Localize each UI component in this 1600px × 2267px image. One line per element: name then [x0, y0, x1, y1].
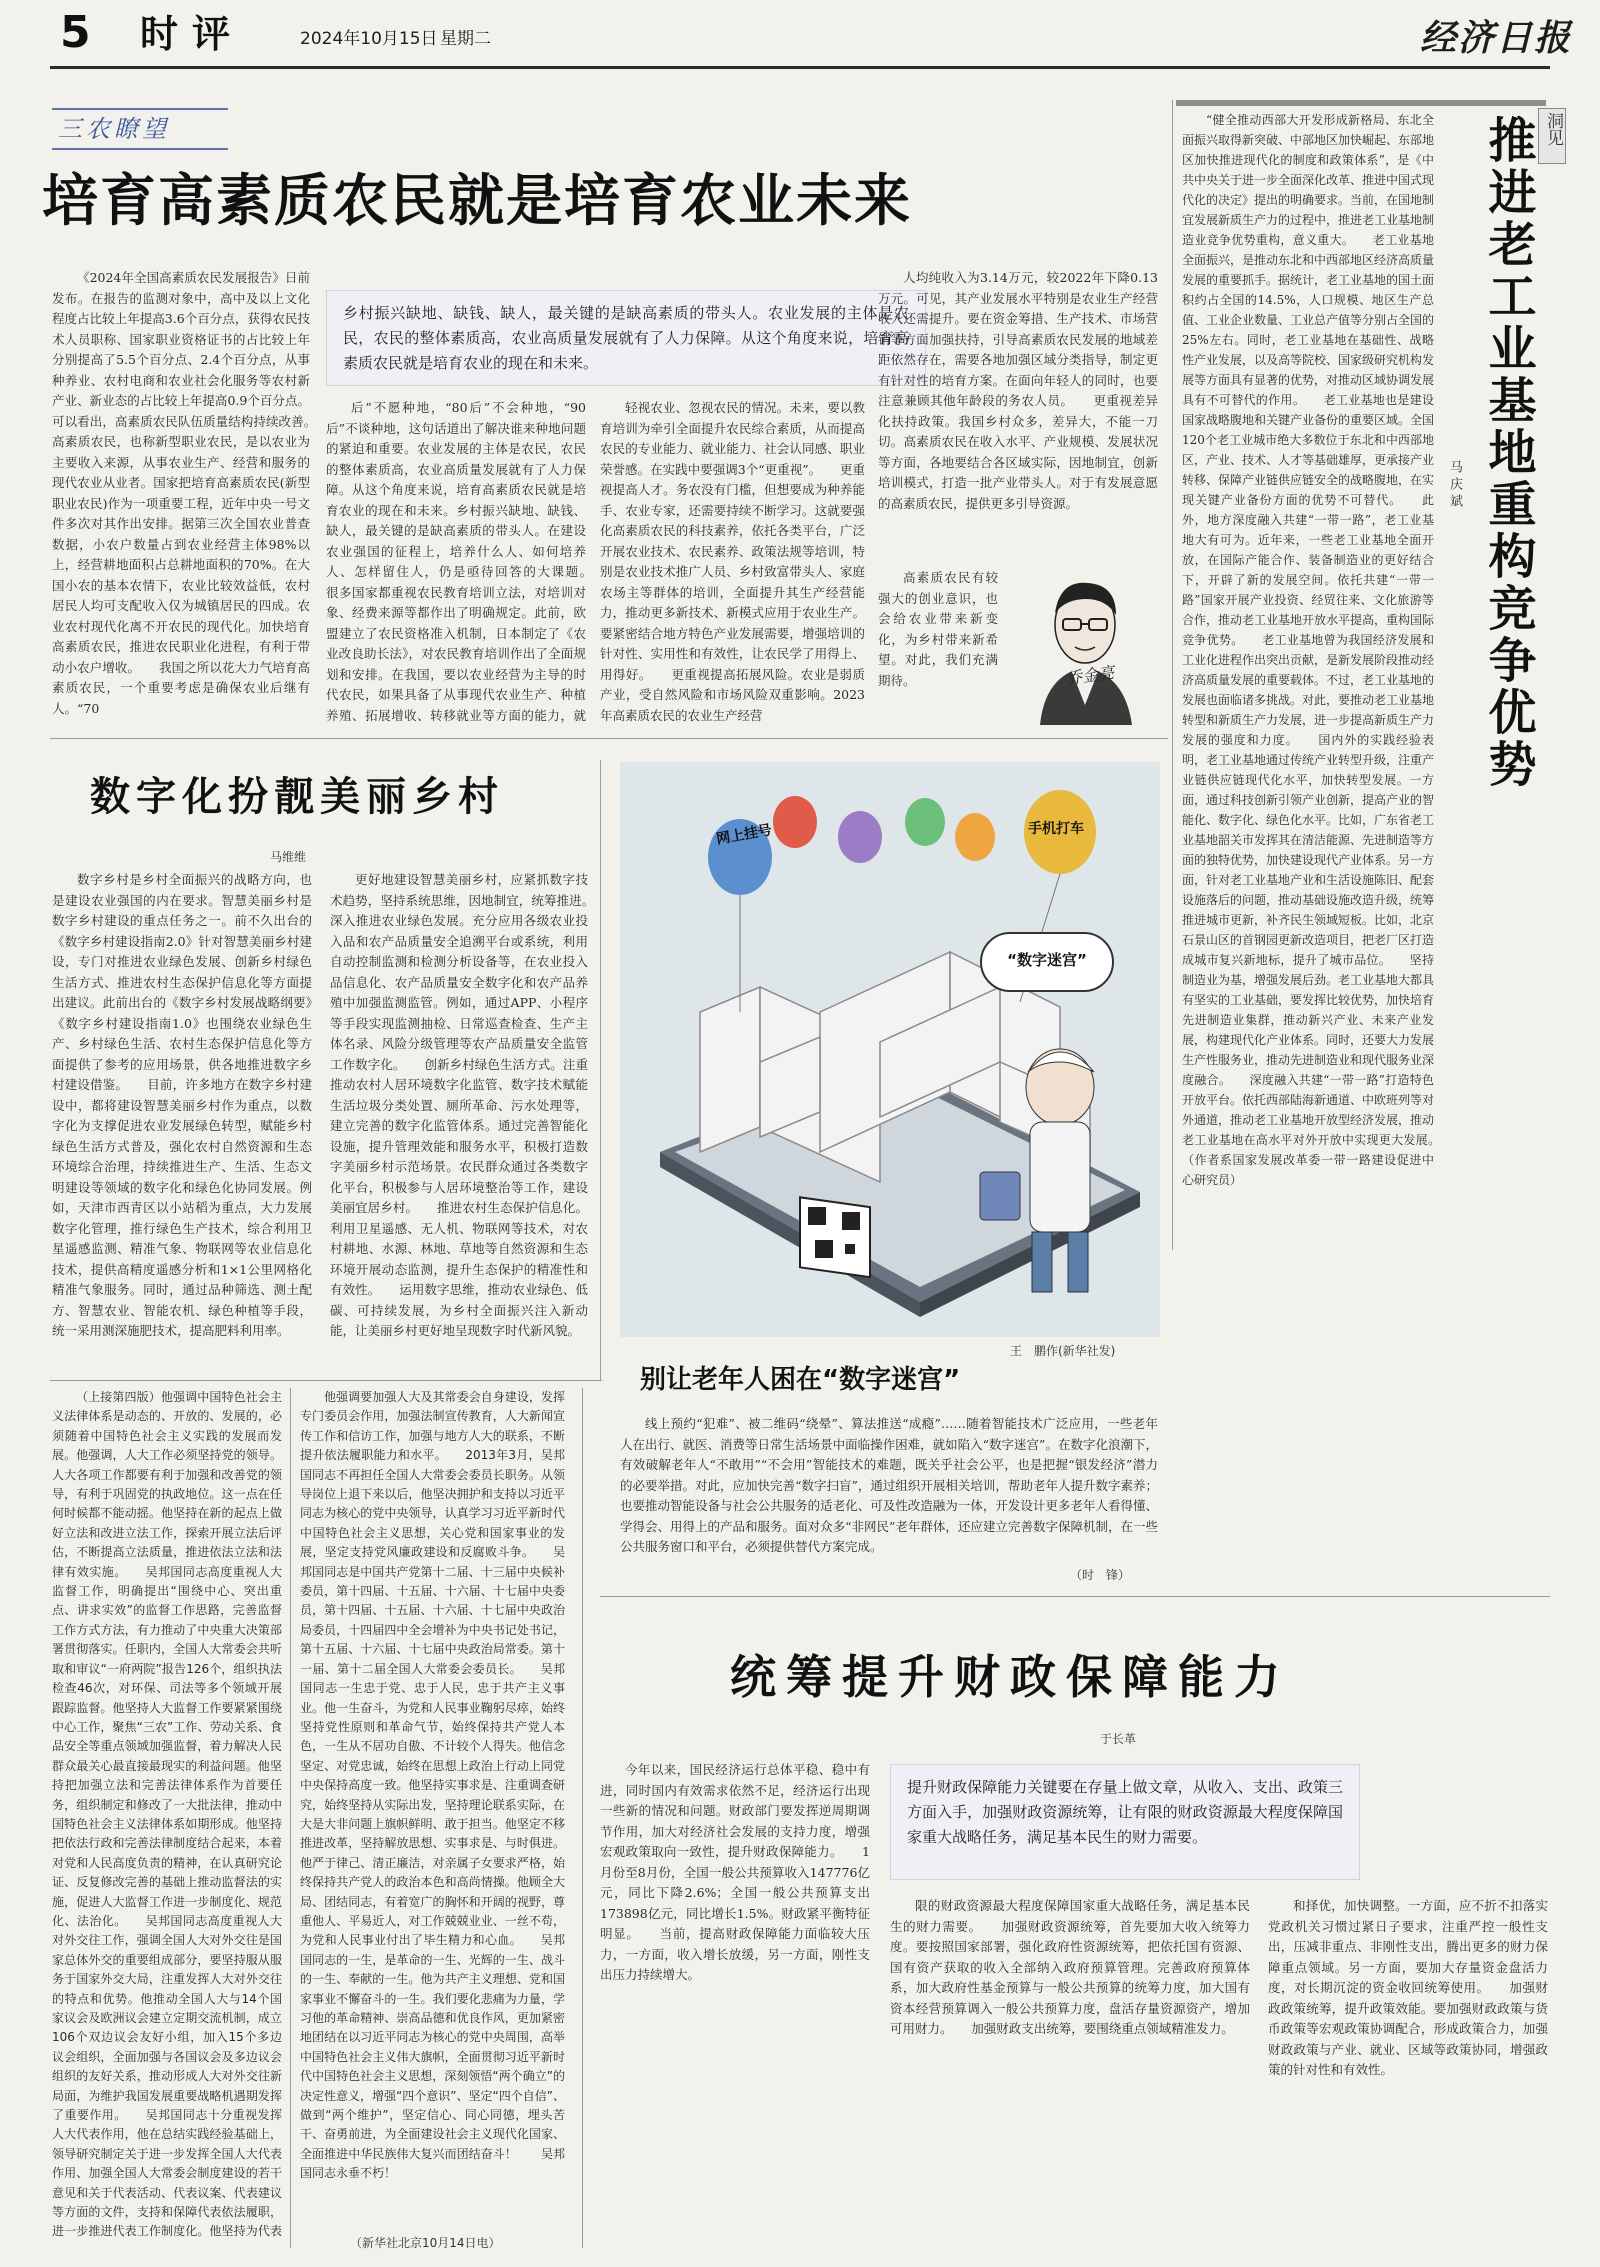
article2-col1-text: 数字乡村是乡村全面振兴的战略方向，也是建设农业强国的内在要求。智慧美丽乡村是数字乡村建设的重点任务之一。前不久出台的《数字乡村建设指南2.0》针对智慧美丽乡村建设，专门对推进农业绿色发展、创新乡村绿色生活方式、推进农村生态保护信息化等方面提出建议。此前出台的《数字乡村发展战略纲要》《数字乡村建设指南1.0》也围绕农业绿色生产、乡村绿色生活、农村生态保护信息化等方面提供了参考的应用场景，供各地推进数字乡村建设借鉴。 目前，许多地方在数字乡村建设中，都将建设智慧美丽乡村作为重点，以数字化为支撑促进农业发展绿色转型，赋能乡村绿色生活方式普及，强化农村自然资源和生态环境综合治理，持续推进生产、生活、生态文明建设等领域的数字化和绿色化协同发展。例如，天津市西青区以小站稻为重点，大力发展数字化管理，推行绿色生产技术，综合利用卫星遥感监测、精准气象、物联网等农业信息化技术，提供高精度遥感分析和1×1公里网格化精准气象服务。同时，通过品种筛选、测土配方、智慧农业、智能农机、绿色种植等手段，统一采用测深施肥技术，提高肥料利用率。 [52, 872, 312, 1338]
paper-name: 经济日报 [1420, 17, 1573, 59]
article3-col1 [52, 1388, 282, 2243]
article2-col2 [330, 870, 588, 1370]
article1-col4-text: 人均纯收入为3.14万元，较2022年下降0.13万元。可见，其产业发展水平特别是农业生产经营收入还需提升。要在资金筹措、生产技术、市场营销等方面加强扶持，引导高素质农民发展的地域差距依然存在，需要各地加强区域分类指导，制定更有针对性的培育方案。在面向年轻人的同时，也要注意兼顾其他年龄段的务农人员。 更重视差异化扶持政策。我国乡村众多，差异大，不能一刀切。高素质农民在收入水平、产业规模、发展状况等方面，各地要结合各区域实际，因地制宜，创新培训模式，打造一批产业带头人。对于有发展意愿的高素质农民，提供更多引导资源。 [878, 270, 1158, 511]
article5-col3 [1268, 1896, 1548, 2250]
article2-author: 马维维 [270, 850, 307, 864]
column-tag [52, 108, 228, 150]
article1-col1 [52, 268, 310, 723]
article3-dateline: （新华社北京10月14日电） [350, 2236, 501, 2250]
section-name: 时评 [140, 12, 245, 56]
article1-title: 培育高素质农民就是培育农业未来 [42, 169, 912, 234]
cartoon-body-text: 线上预约“犯难”、被二维码“绕晕”、算法推送“成瘾”……随着智能技术广泛应用，一些老年人在出行、就医、消费等日常生活场景中面临操作困难，就如陷入“数字迷宫”。在数字化浪潮下，有效破解老年人“不敢用”“不会用”智能技术的难题，既关乎社会公平，也是把握“银发经济”潜力的必要举措。对此，应加快完善“数字扫盲”，通过组织开展相关培训，帮助老年人提升数字素养；也要推动智能设备与社会公共服务的适老化、可及性改造融为一体，开发设计更多老年人看得懂、学得会、用得上的产品和服务。面对众多“非网民”老年群体，还应建立完善数字保障机制，在一些公共服务窗口和平台，必须提供替代方案完成。 [620, 1416, 1158, 1554]
article4-body-text: “健全推动西部大开发形成新格局、东北全面振兴取得新突破、中部地区加快崛起、东部地区加快推进现代化的制度和政策体系”，是《中共中央关于进一步全面深化改革、推进中国式现代化的决定》提出的明确要求。当前，在国地制宜发展新质生产力的过程中，推进老工业基地制造业竞争优势重构，意义重大。 老工业基地全面振兴，是推动东北和中西部地区经济高质量发展的重要抓手。据统计，老工业基地的国土面积约占全国的14.5%，人口规模、地区生产总值、工业企业数量、工业总产值等分别占全国的25%左右。同时，老工业基地在基础性、战略性产业发展，以及高等院校、国家级研究机构发展等方面具有显著的优势，对推动区域协调发展具有不可替代的作用。 老工业基地也是建设国家战略腹地和关键产业备份的重要区域。全国120个老工业城市绝大多数位于东北和中西部地区，产业、技术、人才等基础雄厚，更承接产业转移、保障产业链供应链安全的战略腹地，在实现关键产业备份方面的优势不可替代。 此外，地方深度融入共建“一带一路”，老工业基地大有可为。近年来，一些老工业基地全面开放，在国际产能合作、装备制造业的更好结合下，开辟了新的发展空间。依托共建“一带一路”国家开展产业投资、经贸往来、文化旅游等合作，推动老工业基地开放水平提高，重构国际竞争优势。 老工业基地曾为我国经济发展和工业化进程作出突出贡献，是新发展阶段推动经济高质量发展的重要载体。不过，老工业基地的发展也面临诸多挑战。对此，要推动老工业基地转型和新质生产力发展，进一步提高新质生产力发展的强度和力度。 国内外的实践经验表明，老工业基地通过传统产业转型升级，注重产业链供应链现代化水平，加快转型发展。一方面，通过科技创新引领产业创新，提高产业的智能化、数字化、绿色化水平。比如，广东省老工业基地韶关市发挥其在清洁能源、先进制造等方面的独特优势，加快建设现代产业体系。另一方面，针对老工业基地产业和生活设施陈旧、配套设施落后的问题，推动基础设施改造升级，统筹推进城市更新，补齐民生领域短板。比如，北京石景山区的首钢园更新改造项目，把老厂区打造成城市复兴新地标，提升了城市品位。 坚持制造业为基，增强发展后劲。老工业基地大都具有坚实的工业基础，要发挥比较优势，加快培育先进制造业集群，推动新兴产业、未来产业发展，构建现代化产业体系。同时，还要大力发展生产性服务业，推动先进制造业和现代服务业深度融合。 深度融入共建“一带一路”打造特色开放平台。依托西部陆海新通道、中欧班列等对外通道，推动老工业基地开放型经济发展，推动老工业基地在高水平对外开放中实现更大发展。 （作者系国家发展改革委一带一路建设促进中心研究员） [1182, 113, 1434, 1187]
sign-online-booking-label: 网上挂号 [715, 822, 774, 848]
article3-right-divider [582, 1388, 583, 2248]
portrait-signature: 乔金亮 [1065, 662, 1116, 689]
dongjian-tag [1538, 108, 1566, 164]
article3-divider [290, 1388, 291, 2248]
article1-col5 [878, 568, 998, 723]
divider-1 [50, 738, 1168, 739]
article4-title: 推进老工业基地重构竞争优势 [1480, 115, 1536, 791]
page-number: 5 [60, 7, 91, 58]
portrait-sketch-icon [1010, 555, 1160, 725]
article5-title: 统筹提升财政保障能力 [730, 1650, 1290, 1704]
cartoon-body [620, 1414, 1158, 1580]
article5-col1-text: 今年以来，国民经济运行总体平稳、稳中有进，同时国内有效需求依然不足，经济运行出现一些新的情况和问题。财政部门要发挥逆周期调节作用，加大对经济社会发展的支持力度，增强宏观政策取向一致性，提升财政保障能力。 1月份至8月份，全国一般公共预算收入147776亿元，同比下降2.6%；全国一般公共预算支出173898亿元，同比增长1.5%。财政紧平衡特征明显。 当前，提高财政保障能力面临较大压力，一方面，收入增长放缓，另一方面，刚性支出压力持续增大。 [600, 1762, 870, 1982]
article5-summary: 提升财政保障能力关键要在存量上做文章，从收入、支出、政策三方面入手，加强财政资源统筹，让有限的财政资源最大程度保障国家重大战略任务，满足基本民生的财力需要。 [890, 1764, 1360, 1880]
cartoon-maze-bubble [980, 932, 1114, 992]
article3-col2-text: 他强调要加强人大及其常委会自身建设，发挥专门委员会作用，加强法制宣传教育，人大新闻宣传工作和信访工作，加强与地方人大的联系，不断提升依法履职能力和水平。 2013年3月，吴邦国同志不再担任全国人大常委会委员长职务。从领导岗位上退下来以后，他坚决拥护和支持以习近平同志为核心的党中央领导，认真学习习近平新时代中国特色社会主义思想，关心党和国家事业的发展，坚定支持党风廉政建设和反腐败斗争。 吴邦国同志是中国共产党第十二届、十三届中央候补委员，第十四届、十五届、十六届、十七届中央委员，第十四届、十五届、十六届、十七届中央政治局委员，十四届四中全会增补为中央书记处书记，第十五届、十六届、十七届中央政治局常委。第十一届、第十二届全国人大常委会委员长。 吴邦国同志一生忠于党、忠于人民，忠于共产主义事业。他一生奋斗，为党和人民事业鞠躬尽瘁，始终坚持党性原则和革命气节，始终保持共产党人本色，一生从不居功自傲、不计较个人得失。他信念坚定、对党忠诚，始终在思想上政治上行动上同党中央保持高度一致。他坚持实事求是、注重调查研究，始终坚持从实际出发，坚持理论联系实际，在大是大非问题上旗帜鲜明、敢于担当。他坚定不移推进改革，坚持解放思想、实事求是、与时俱进。他严于律己、清正廉洁，对亲属子女要求严格，始终保持共产党人的政治本色和高尚情操。他顾全大局、团结同志，有着宽广的胸怀和开阔的视野，尊重他人、平易近人，对工作兢兢业业、一丝不苟，为党和人民事业付出了毕生精力和心血。 吴邦国同志的一生，是革命的一生、光辉的一生、战斗的一生、奉献的一生。他为共产主义理想、党和国家事业不懈奋斗的一生。我们要化悲痛为力量，学习他的革命精神、崇高品德和优良作风，更加紧密地团结在以习近平同志为核心的党中央周围，高举中国特色社会主义伟大旗帜，全面贯彻习近平新时代中国特色社会主义思想，深刻领悟“两个确立”的决定性意义，增强“四个意识”、坚定“四个自信”、做到“两个维护”，坚定信心、同心同德，埋头苦干、奋勇前进，为全面建设社会主义现代化国家、全面推进中华民族伟大复兴而团结奋斗！ 吴邦国同志永垂不朽！ [300, 1390, 565, 2181]
qr-code-icon [800, 1197, 870, 1277]
masthead-rule [50, 66, 1550, 69]
article1-col4 [878, 268, 1158, 558]
right-column-divider [1172, 100, 1173, 1250]
article1-col3 [600, 398, 865, 723]
issue-date: 2024年10月15日 [300, 29, 438, 49]
article5-author: 于长革 [1100, 1732, 1137, 1746]
sign-taxi-label: 手机打车 [1028, 821, 1084, 837]
article4-author: 马庆斌 [1447, 460, 1462, 511]
article5-col3-text: 和择优，加快调整。一方面，应不折不扣落实党政机关习惯过紧日子要求，注重严控一般性支出，压减非重点、非刚性支出，腾出更多的财力保障重点领域。另一方面，要加大存量资金盘活力度，对长期沉淀的资金收回统筹使用。 加强财政政策统筹，提升政策效能。要加强财政政策与货币政策等宏观政策协调配合，形成政策合力，加强财政政策与产业、就业、区域等政策协同，增强政策的针对性和有效性。 [1268, 1898, 1548, 2077]
article3-col1-text: （上接第四版）他强调中国特色社会主义法律体系是动态的、开放的、发展的，必须随着中国特色社会主义实践的发展而发展。他强调，人大工作必须坚持党的领导。人大各项工作都要有利于加强和改善党的领导，有利于巩固党的执政地位。这一点在任何时候都不能动摇。他坚持在新的起点上做好立法和改进立法工作，探索开展立法后评估，不断提高立法质量，推进依法立法和法律有效实施。 吴邦国同志高度重视人大监督工作，明确提出“围绕中心、突出重点、讲求实效”的监督工作思路，完善监督工作方式方法，有力推动了中央重大决策部署贯彻落实。任职内，全国人大常委会共听取和审议“一府两院”报告126个，组织执法检查46次，对环保、司法等多个领域开展跟踪监督。他坚持人大监督工作要紧紧围绕中心工作，聚焦“三农”工作、劳动关系、食品安全等重点领域加强监督，着力解决人民群众最关心最直接最现实的利益问题。他坚持把加强立法和完善法律体系作为首要任务，组织制定和修改了一大批法律，推动中国特色社会主义法律体系如期形成。他坚持把依法行政和完善法律制度结合起来，本着对党和人民高度负责的精神，在认真研究论证、反复修改完善的基础上推动监督法的实施，促进人大监督工作进一步制度化、规范化、法治化。 吴邦国同志高度重视人大对外交往工作，强调全国人大对外交往是国家总体外交的重要组成部分，要坚持服从服务于国家外交大局，注重发挥人大对外交往的特点和优势。他推动全国人大与14个国家议会及欧洲议会建立定期交流机制，成立106个双边议会友好小组，加入15个多边议会组织，全面加强与各国议会及多边议会组织的友好关系，推动形成人大对外交往新局面，为维护我国发展重要战略机遇期发挥了重要作用。 吴邦国同志十分重视发挥人大代表作用，他在总结实践经验基础上，领导研究制定关于进一步发挥全国人大代表作用、加强全国人大常委会制度建设的若干意见和关于代表活动、代表议案、代表建议等方面的文件，支持和保障代表依法履职，进一步推进代表工作制度化。他坚持为代表 [52, 1390, 282, 2239]
dongjian-tag-label: 洞见 [1543, 112, 1563, 146]
divider-2 [50, 1380, 602, 1381]
article1-col3-text: 轻视农业、忽视农民的情况。未来，要以教育培训为牵引全面提升农民综合素质，从而提高农民的专业能力、就业能力、社会认同感、职业荣誉感。在实践中要强调3个“更重视”。 更重视提高人才。务农没有门槛，但想要成为种养能手、农业专家，还需要持续不断学习。这就要强化高素质农民的科技素养，依托各类平台，广泛开展农业技术、农民素养、政策法规等培训，特别是农业技术推广人员、乡村致富带头人、家庭农场主等群体的培训，全面提升其生产经营能力，推动更多新技术、新模式应用于农业生产。要紧密结合地方特色产业发展需要，增强培训的针对性、实用性和有效性，让农民学了用得上、用得好。 更重视提高拓展风险。农业是弱质产业，受自然风险和市场风险双重影响。2023年高素质农民的农业生产经营 [600, 400, 865, 723]
article4-body [1182, 110, 1434, 1228]
article1-col5-text: 高素质农民有较强大的创业意识，也会给农业带来新变化，为乡村带来新希望。对此，我们充满期待。 [878, 570, 998, 688]
cartoon-sign-taxi [1028, 818, 1084, 838]
article2-divider [600, 760, 601, 1380]
article5-col2 [890, 1896, 1250, 2250]
cartoon-title: 别让老年人困在“数字迷宫” [640, 1365, 961, 1395]
divider-3 [600, 1596, 1550, 1597]
masthead [0, 0, 1600, 68]
article1-col1-text: 《2024年全国高素质农民发展报告》日前发布。在报告的监测对象中，高中及以上文化程度占比较上年提高3.6个百分点，获得农民技术人员职称、国家职业资格证书的占比较上年分别提高了5.5个百分点、2.4个百分点，从事种养业、农村电商和农业社会化服务等农村新产业、新业态的占比较上年提高0.9个百分点。可以看出，高素质农民队伍质量结构持续改善。 高素质农民，也称新型职业农民，是以农业为主要收入来源，从事农业生产、经营和服务的现代农业从业者。国家把培育高素质农民(新型职业农民)作为一项重要工程，近年中央一号文件多次对其作出安排。据第三次全国农业普查数据，小农户数量占到农业经营主体98%以上，经营耕地面积占总耕地面积的70%。在大国小农的基本农情下，农业比较效益低，农村居民人均可支配收入仅为城镇居民的四成。农业农村现代化离不开农民的现代化。加快培育高素质农民，推进农民职业化进程，有利于带动小农户增收。 我国之所以花大力气培育高素质农民，一个重要考虑是确保农业后继有人。“70 [52, 270, 310, 716]
article2-col1 [52, 870, 312, 1370]
article2-col2-text: 更好地建设智慧美丽乡村，应紧抓数字技术趋势，坚持系统思维，因地制宜，统筹推进。 深入推进农业绿色发展。充分应用各级农业投入品和农产品质量安全追溯平台或系统，利用自动控制监测和检测分析设备等，在农业投入品信息化、农产品质量安全数字化和农产品养殖中加强监测监管。例如，通过APP、小程序等手段实现监测抽检、日常巡查检查、生产主体名录、风险分级管理等农产品质量安全监管工作数字化。 创新乡村绿色生活方式。注重推动农村人居环境数字化监管、数字技术赋能生活垃圾分类处置、厕所革命、污水处理等，建立完善的数字化监管体系。通过完善智能化设施，提升管理效能和服务水平，积极打造数字美丽乡村示范场景。农民群众通过各类数字化平台，积极参与人居环境整治等工作，建设美丽宜居乡村。 推进农村生态保护信息化。利用卫星遥感、无人机、物联网等技术，对农村耕地、水源、林地、草地等自然资源和生态环境开展动态监测，提升生态保护的精准性和有效性。 运用数字思维，推动农业绿色、低碳、可持续发展，为乡村全面振兴注入新动能，让美丽乡村更好地呈现数字时代新风貌。 [330, 872, 588, 1338]
author-portrait [1010, 555, 1160, 725]
maze-bubble-label: “数字迷宫” [1007, 951, 1087, 969]
article1-col2-text: 后”不愿种地，“80后”不会种地，“90后”不谈种地，这句话道出了解决谁来种地问题的紧迫和重要。农业发展的主体是农民，农民的整体素质高，农业高质量发展就有了人力保障。从这个角度来说，培育高素质农民就是培育农业的现在和未来。乡村振兴缺地、缺钱、缺人，最关键的是缺高素质的带头人。在建设农业强国的征程上，培养什么人、如何培养人、怎样留住人，仍是亟待回答的大课题。 很多国家都重视农民教育培训立法，对培训对象、经费来源等都作出了明确规定。此前，欧盟建立了农民资格准入机制，日本制定了《农业改良助长法》，对农民教育培训作出了全面规划和安排。在我国，要以农业经营为主导的时代农民，如果具备了从事现代农业生产、种植养殖、拓展增收、转移就业等方面的能力，就 [326, 400, 586, 723]
right-column-top-bar [1176, 100, 1546, 106]
article1-col2 [326, 398, 586, 723]
maze-phone-cartoon-icon [620, 762, 1160, 1337]
cartoon-illustration [620, 762, 1160, 1337]
issue-weekday: 星期二 [440, 29, 491, 49]
cartoon-credit: 王 鹏作(新华社发) [1010, 1344, 1116, 1358]
cartoon-body-author: （时 锋） [1070, 1568, 1131, 1582]
article5-col1 [600, 1760, 870, 2250]
article5-col2-text: 限的财政资源最大程度保障国家重大战略任务，满足基本民生的财力需要。 加强财政资源统筹，首先要加大收入统筹力度。要按照国家部署，强化政府性资源统筹，把依托国有资源、国有资产获取的收入全部纳入政府预算管理。完善政府预算体系，加大政府性基金预算与一般公共预算的统筹力度，加大国有资本经营预算调入一般公共预算力度，盘活存量资源资产，增加可用财力。 加强财政支出统筹，要围绕重点领域精准发力。 [890, 1898, 1250, 2036]
article3-col2 [300, 1388, 565, 2226]
article2-title: 数字化扮靓美丽乡村 [90, 774, 504, 820]
article1-summary: 乡村振兴缺地、缺钱、缺人，最关键的是缺高素质的带头人。农业发展的主体是农民，农民的整体素质高，农业高质量发展就有了人力保障。从这个角度来说，培育高素质农民就是培育农业的现在和未来。 [326, 290, 926, 386]
column-tag-label: 三农瞭望 [58, 115, 170, 143]
